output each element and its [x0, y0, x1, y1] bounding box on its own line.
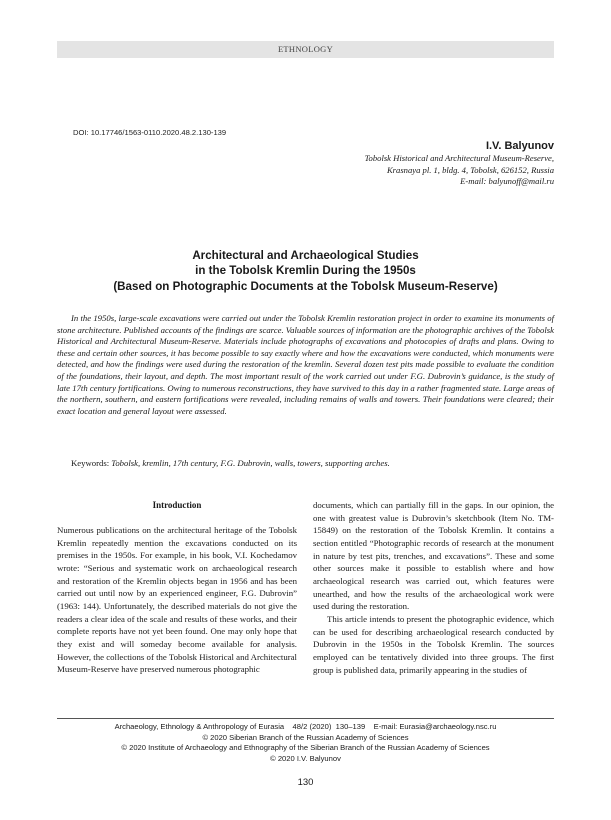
- copyright-line: © 2020 I.V. Balyunov: [270, 753, 341, 763]
- copyright-line: © 2020 Institute of Archaeology and Ethnography of the Siberian Branch of the Russian Academy of Sciences: [121, 743, 490, 753]
- journal-info: Archaeology, Ethnology & Anthropology of Eurasia 48/2 (2020) 130–139 E-mail: Eurasia@archaeology.nsc.ru: [114, 722, 497, 731]
- copyright-line: © 2020 Siberian Branch of the Russian Academy of Sciences: [202, 732, 409, 742]
- body-column-right: [313, 499, 554, 676]
- author-email: E-mail: balyunoff@mail.ru: [460, 176, 554, 187]
- abstract: [57, 313, 554, 417]
- author-address: Krasnaya pl. 1, bldg. 4, Tobolsk, 626152, Russia: [386, 164, 554, 175]
- article-title: [57, 248, 554, 294]
- section-label: ETHNOLOGY: [277, 44, 334, 54]
- footer-divider: [57, 718, 554, 719]
- keywords-text: Tobolsk, kremlin, 17th century, F.G. Dubrovin, walls, towers, supporting arches.: [111, 458, 390, 468]
- abstract-text: In the 1950s, large-scale excavations were carried out under the Tobolsk Kremlin restoration project in order to examine its monuments of stone architecture. Published accounts of the findings are scarce. Valuable sources of information are the photographic archives of the Tobolsk Historical and Architectural Museum-Reserve. Materials include photographs of excavations and photocopies of drafts and plans. Owing to these and certain other sources, it has become possible to say exactly where and how the excavations were conducted, which monuments were detected, and how the findings were used during the restoration of the kremlin. Several dozen test pits made possible to evaluate the condition of the foundations, their layout, and depth. The most important result of the work carried out under F.G. Dubrovin’s guidance, is the study of late 17th century fortifications. Owing to numerous reconstructions, they have survived to this day in a rather fragmented state. Large areas of the northern, southern, and eastern fortifications were revealed, including remains of walls and towers. Their foundations were cleared; their exact location and general layout were assessed.: [57, 313, 554, 416]
- keywords: [57, 457, 554, 469]
- body-column-left: [57, 499, 297, 676]
- author-affiliation: Tobolsk Historical and Architectural Museum-Reserve,: [364, 153, 554, 163]
- title-line: in the Tobolsk Kremlin During the 1950s: [195, 264, 416, 278]
- paragraph: Numerous publications on the architectural heritage of the Tobolsk Kremlin repeatedly mention the excavations conducted on its premises in the 1950s. For example, in his book, V.I. Kochedamov wrote: “Serious and systematic work on archaeological research and restoration of the Kremlin objects began in 1956 and has been carried out until now by an experienced engineer, F.G. Dubrovin” (1963: 144). Unfortunately, the described materials do not give the readers a clear idea of the scale and results of these works, and their complete reports have not yet been found. One may only hope that they exist and will someday become available for analysis. However, the collections of the Tobolsk Historical and Architectural Museum-Reserve have preserved numerous photographic: [57, 525, 297, 675]
- author-block: [365, 139, 554, 188]
- page-number: 130: [297, 777, 314, 788]
- paragraph: This article intends to present the photographic evidence, which can be used for describing archaeological research conducted by Dubrovin in the 1950s in the Tobolsk Kremlin. The sources employed can be tentatively divided into three groups. The first group is published data, primarily appearing in the studies of: [313, 613, 554, 675]
- title-line: Architectural and Archaeological Studies: [192, 249, 419, 262]
- title-line: (Based on Photographic Documents at the Tobolsk Museum-Reserve): [113, 279, 498, 293]
- section-heading: Introduction: [152, 500, 202, 510]
- section-header-band: [57, 41, 554, 58]
- author-name: I.V. Balyunov: [485, 140, 554, 152]
- keywords-label: Keywords:: [71, 458, 110, 468]
- paragraph: documents, which can partially fill in the gaps. In our opinion, the one with greatest value is Dubrovin’s sketchbook (Item No. TM-15849) on the restoration of the Tobolsk Kremlin. It contains a section entitled “Photographic records of research at the monument in nature by test pits, trenches, and excavations”. These and some other sources make it possible to establish where and how archaeological research was carried out, which features were unearthed, and how the results of the archaeological work were used during the restoration.: [313, 500, 554, 612]
- doi: DOI: 10.17746/1563-0110.2020.48.2.130-139: [73, 128, 227, 137]
- footer: [57, 722, 554, 764]
